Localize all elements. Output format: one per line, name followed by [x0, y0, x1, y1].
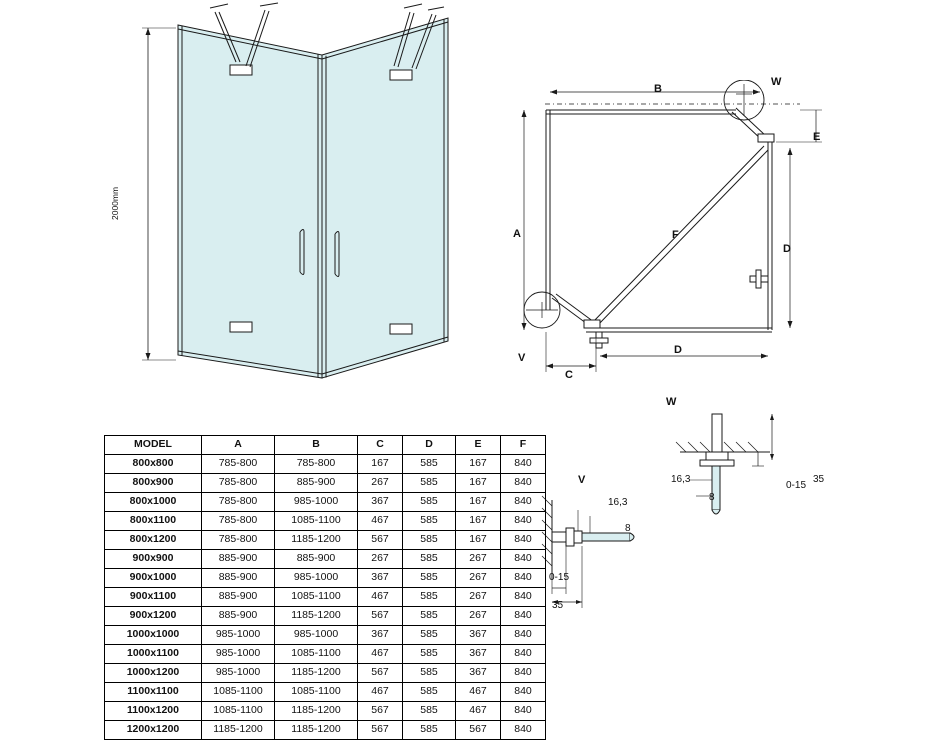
- detail-w-dim-163: 16,3: [671, 474, 691, 485]
- cell-model: 800x800: [105, 455, 202, 474]
- cell-a: 885-900: [202, 588, 275, 607]
- col-header-a: A: [202, 436, 275, 455]
- top-view-label-B: B: [654, 83, 662, 95]
- cell-a: 885-900: [202, 550, 275, 569]
- cell-f: 840: [501, 550, 546, 569]
- cell-e: 267: [456, 569, 501, 588]
- cell-model: 900x1100: [105, 588, 202, 607]
- top-view-detail-marker-V: V: [518, 352, 526, 364]
- cell-d: 585: [403, 721, 456, 740]
- cell-b: 1085-1100: [275, 512, 358, 531]
- detail-v-dim-35: 35: [552, 600, 564, 611]
- cell-b: 1185-1200: [275, 702, 358, 721]
- cell-f: 840: [501, 512, 546, 531]
- cell-d: 585: [403, 512, 456, 531]
- table-row: [105, 607, 546, 626]
- table-row: [105, 550, 546, 569]
- detail-w-title: W: [666, 396, 677, 408]
- cell-model: 900x900: [105, 550, 202, 569]
- top-view-label-C: C: [565, 369, 573, 381]
- cell-c: 567: [358, 702, 403, 721]
- col-header-model: MODEL: [105, 436, 202, 455]
- table-row: [105, 626, 546, 645]
- cell-b: 1085-1100: [275, 645, 358, 664]
- table-row: [105, 531, 546, 550]
- table-row: [105, 702, 546, 721]
- cell-model: 1100x1200: [105, 702, 202, 721]
- cell-a: 785-800: [202, 512, 275, 531]
- table-row: [105, 569, 546, 588]
- cell-b: 885-900: [275, 474, 358, 493]
- cell-b: 1185-1200: [275, 607, 358, 626]
- cell-e: 367: [456, 664, 501, 683]
- cell-c: 267: [358, 550, 403, 569]
- cell-c: 467: [358, 683, 403, 702]
- cell-d: 585: [403, 455, 456, 474]
- cell-c: 467: [358, 512, 403, 531]
- cell-e: 167: [456, 474, 501, 493]
- detail-w-dim-35: 35: [813, 474, 825, 485]
- cell-a: 985-1000: [202, 626, 275, 645]
- cell-b: 1185-1200: [275, 531, 358, 550]
- cell-c: 567: [358, 607, 403, 626]
- cell-c: 367: [358, 493, 403, 512]
- cell-a: 985-1000: [202, 664, 275, 683]
- cell-f: 840: [501, 645, 546, 664]
- cell-a: 1085-1100: [202, 683, 275, 702]
- cell-e: 267: [456, 607, 501, 626]
- cell-a: 785-800: [202, 455, 275, 474]
- cell-model: 800x900: [105, 474, 202, 493]
- cell-a: 785-800: [202, 531, 275, 550]
- cell-e: 467: [456, 702, 501, 721]
- cell-f: 840: [501, 531, 546, 550]
- cell-f: 840: [501, 493, 546, 512]
- cell-d: 585: [403, 474, 456, 493]
- cell-model: 1000x1000: [105, 626, 202, 645]
- table-row: [105, 664, 546, 683]
- cell-model: 800x1000: [105, 493, 202, 512]
- cell-c: 567: [358, 721, 403, 740]
- cell-f: 840: [501, 683, 546, 702]
- cell-model: 1100x1100: [105, 683, 202, 702]
- cell-f: 840: [501, 569, 546, 588]
- detail-w-dim-0-15: 0-15: [786, 480, 807, 491]
- table-row: [105, 474, 546, 493]
- cell-c: 267: [358, 474, 403, 493]
- cell-d: 585: [403, 702, 456, 721]
- cell-d: 585: [403, 607, 456, 626]
- table-row: [105, 645, 546, 664]
- cell-a: 1185-1200: [202, 721, 275, 740]
- cell-c: 367: [358, 569, 403, 588]
- cell-e: 167: [456, 455, 501, 474]
- col-header-c: C: [358, 436, 403, 455]
- cell-e: 467: [456, 683, 501, 702]
- cell-f: 840: [501, 626, 546, 645]
- cell-c: 467: [358, 588, 403, 607]
- table-header-row: [105, 436, 546, 455]
- cell-d: 585: [403, 493, 456, 512]
- cell-f: 840: [501, 588, 546, 607]
- table-row: [105, 588, 546, 607]
- cell-a: 785-800: [202, 493, 275, 512]
- cell-d: 585: [403, 531, 456, 550]
- cell-e: 167: [456, 531, 501, 550]
- cell-e: 267: [456, 550, 501, 569]
- cell-model: 1200x1200: [105, 721, 202, 740]
- cell-b: 1085-1100: [275, 588, 358, 607]
- cell-e: 367: [456, 645, 501, 664]
- cell-b: 985-1000: [275, 569, 358, 588]
- perspective-view: [60, 0, 530, 420]
- technical-drawing-sheet: 2000mm A B C D D E F W V W 16,3 8 0-15 35 V 16,3 8 0-15 35 MODEL A B C D E F 800x800 785-800 785-800 167 585 167 840 800x900 785-800 885-900 267 585 167 840 800x1000 785-800 985-1000 367 585 167 840 800x1100 785-800 1085-1100 467 585 167 840 800x1200 785-800 1185-1200 567 585 167 840 900x900 885-900 885-900 267 585 267 840 900x1000 885-900 985-1000 367 585 267 840 900x1100 885-900 1085-1100 467 585 267 840 900x1200 885-900 1185-1200 567 585 267 840 1000x1000 985-1000 985-1000 367 585 367 840 1000x1100 985-1000 1085-1100 467 585 367 840 1000x1200 985-1000 1185-1200 567 585 367 840 1100x1100 1085-1100 1085-1100 467 585 467 840 1100x1200 1085-1100 1185-1200 567 585 467 840 1200x1200 1185-1200 1185-1200 567 585 567 840: [0, 0, 928, 686]
- cell-a: 785-800: [202, 474, 275, 493]
- cell-c: 467: [358, 645, 403, 664]
- col-header-b: B: [275, 436, 358, 455]
- cell-b: 985-1000: [275, 626, 358, 645]
- cell-e: 567: [456, 721, 501, 740]
- cell-model: 1000x1200: [105, 664, 202, 683]
- col-header-d: D: [403, 436, 456, 455]
- cell-c: 167: [358, 455, 403, 474]
- detail-w-dim-8: 8: [709, 492, 715, 503]
- cell-a: 985-1000: [202, 645, 275, 664]
- cell-d: 585: [403, 550, 456, 569]
- table-row: [105, 721, 546, 740]
- top-view-label-D-bottom: D: [674, 344, 682, 356]
- cell-d: 585: [403, 683, 456, 702]
- cell-c: 567: [358, 664, 403, 683]
- cell-model: 900x1000: [105, 569, 202, 588]
- cell-a: 885-900: [202, 607, 275, 626]
- cell-f: 840: [501, 474, 546, 493]
- cell-b: 1185-1200: [275, 664, 358, 683]
- cell-c: 367: [358, 626, 403, 645]
- cell-model: 800x1200: [105, 531, 202, 550]
- col-header-f: F: [501, 436, 546, 455]
- detail-v-dim-163: 16,3: [608, 497, 628, 508]
- cell-b: 1085-1100: [275, 683, 358, 702]
- table-row: [105, 455, 546, 474]
- cell-d: 585: [403, 664, 456, 683]
- cell-model: 900x1200: [105, 607, 202, 626]
- cell-a: 1085-1100: [202, 702, 275, 721]
- cell-f: 840: [501, 702, 546, 721]
- cell-f: 840: [501, 721, 546, 740]
- table-row: [105, 493, 546, 512]
- cell-model: 1000x1100: [105, 645, 202, 664]
- cell-b: 785-800: [275, 455, 358, 474]
- cell-b: 1185-1200: [275, 721, 358, 740]
- cell-a: 885-900: [202, 569, 275, 588]
- top-view-label-E: E: [813, 131, 821, 143]
- top-view-detail-marker-W: W: [771, 76, 782, 88]
- detail-v-dim-0-15: 0-15: [549, 572, 570, 583]
- cell-b: 885-900: [275, 550, 358, 569]
- cell-e: 267: [456, 588, 501, 607]
- specification-table: [104, 435, 546, 740]
- cell-model: 800x1100: [105, 512, 202, 531]
- col-header-e: E: [456, 436, 501, 455]
- table-row: [105, 683, 546, 702]
- cell-d: 585: [403, 569, 456, 588]
- cell-f: 840: [501, 455, 546, 474]
- cell-d: 585: [403, 626, 456, 645]
- cell-e: 367: [456, 626, 501, 645]
- top-view: [500, 80, 870, 400]
- top-view-label-D-right: D: [783, 243, 791, 255]
- table-row: [105, 512, 546, 531]
- cell-d: 585: [403, 645, 456, 664]
- cell-e: 167: [456, 512, 501, 531]
- cell-d: 585: [403, 588, 456, 607]
- cell-c: 567: [358, 531, 403, 550]
- cell-f: 840: [501, 664, 546, 683]
- detail-v-title: V: [578, 474, 586, 486]
- cell-e: 167: [456, 493, 501, 512]
- cell-b: 985-1000: [275, 493, 358, 512]
- top-view-label-F: F: [672, 229, 679, 241]
- top-view-label-A: A: [513, 228, 521, 240]
- detail-v-dim-8: 8: [625, 523, 631, 534]
- cell-f: 840: [501, 607, 546, 626]
